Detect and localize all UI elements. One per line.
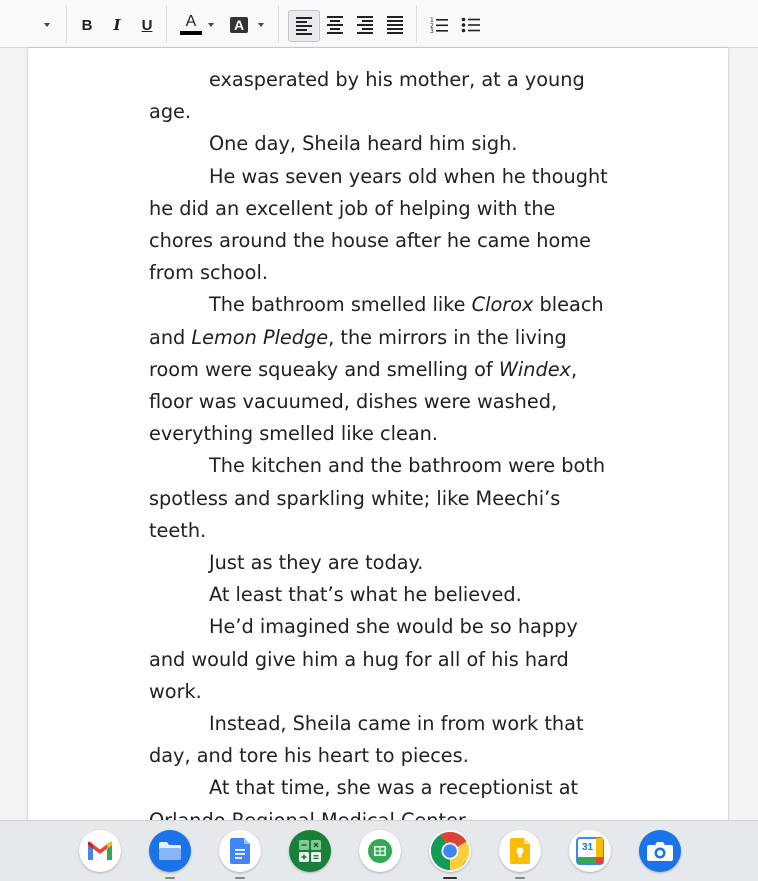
- numbered-list-button[interactable]: [426, 12, 452, 38]
- gmail-app[interactable]: [79, 830, 121, 872]
- numbered-list-icon: [429, 16, 449, 34]
- toolbar-divider: [66, 5, 67, 43]
- document-paragraph[interactable]: [149, 579, 619, 611]
- svg-text:2: 2: [430, 22, 434, 30]
- chevron-down-icon: [208, 23, 214, 27]
- paragraph-text: The kitchen and the bathroom were both spotless and sparkling white; like Meechi’s teeth.: [149, 454, 606, 542]
- font-dropdown-caret[interactable]: [40, 12, 54, 38]
- files-app[interactable]: [149, 830, 191, 872]
- paragraph-text: , the mirrors in the living room were squeaky and smelling of: [149, 325, 567, 381]
- document-paragraph[interactable]: [149, 450, 619, 547]
- running-indicator-active: [443, 877, 457, 879]
- document-page[interactable]: [28, 48, 728, 820]
- document-paragraph[interactable]: [149, 611, 619, 708]
- text-color-button[interactable]: [178, 12, 204, 38]
- formatting-toolbar: [0, 0, 758, 48]
- toolbar-divider: [278, 5, 279, 43]
- toolbar-divider: [416, 5, 417, 43]
- document-paragraph[interactable]: [149, 64, 619, 128]
- underline-button[interactable]: U: [141, 16, 153, 34]
- paragraph-text: Just as they are today.: [209, 551, 424, 575]
- paragraph-text: At least that’s what he believed.: [209, 583, 522, 607]
- svg-text:1: 1: [430, 17, 434, 24]
- paragraph-text: , floor was vacuumed, dishes were washed, everything smelled like clean.: [149, 357, 578, 446]
- camera-icon: [646, 840, 674, 862]
- docs-icon: [230, 838, 250, 864]
- italic-button[interactable]: I: [113, 16, 121, 34]
- chrome-app[interactable]: [429, 830, 471, 872]
- paragraph-text: At that time, she was a receptionist at: [209, 776, 579, 800]
- align-center-icon: [327, 16, 343, 34]
- sheets-app[interactable]: [359, 830, 401, 872]
- highlight-color-button[interactable]: [228, 12, 250, 38]
- paragraph-text: One day, Sheila heard him sigh.: [209, 132, 518, 156]
- sheets-icon: [367, 838, 393, 864]
- running-indicator: [515, 877, 525, 879]
- text-color-icon: A: [185, 13, 197, 30]
- app-shelf: [0, 820, 758, 881]
- align-right-button[interactable]: [352, 12, 378, 38]
- running-indicator: [235, 877, 245, 879]
- highlight-dropdown[interactable]: [256, 12, 266, 38]
- italic-text: Windex: [498, 357, 571, 381]
- italic-text: Lemon Pledge: [191, 325, 329, 349]
- document-paragraph[interactable]: [149, 547, 619, 579]
- bold-button[interactable]: B: [81, 16, 93, 34]
- files-icon: [157, 840, 183, 862]
- paragraph-text: bleach and: [149, 293, 604, 349]
- text-color-dropdown[interactable]: [206, 12, 216, 38]
- chevron-down-icon: [44, 23, 50, 27]
- document-paragraph[interactable]: [149, 708, 619, 772]
- align-justify-button[interactable]: [382, 12, 408, 38]
- bulleted-list-icon: [461, 16, 481, 34]
- chrome-icon: [430, 831, 470, 871]
- text-color-swatch: [180, 31, 202, 35]
- calendar-date-label: 31: [582, 842, 594, 853]
- gmail-icon: [86, 840, 114, 862]
- svg-text:3: 3: [430, 28, 434, 35]
- paragraph-text: The bathroom smelled like: [209, 293, 472, 317]
- document-paragraph[interactable]: [149, 289, 619, 450]
- running-indicator: [165, 877, 175, 879]
- toolbar-divider: [166, 5, 167, 43]
- keep-app[interactable]: [499, 830, 541, 872]
- camera-app[interactable]: [639, 830, 681, 872]
- document-body[interactable]: [149, 64, 619, 837]
- highlight-icon: A: [230, 17, 248, 33]
- keep-icon: [510, 838, 530, 864]
- calculator-icon: [298, 839, 322, 863]
- paragraph-text: exasperated by his mother, at a young age.: [149, 68, 585, 124]
- align-left-button[interactable]: [288, 10, 320, 42]
- calculator-app[interactable]: [289, 830, 331, 872]
- align-justify-icon: [387, 16, 403, 34]
- align-center-button[interactable]: [322, 12, 348, 38]
- document-paragraph[interactable]: [149, 128, 619, 160]
- chevron-down-icon: [258, 23, 264, 27]
- paragraph-text: Instead, Sheila came in from work that day, and tore his heart to pieces.: [149, 712, 584, 768]
- paragraph-text: He was seven years old when he thought he did an excellent job of helping with the chores around the house after he came home from school.: [149, 164, 608, 285]
- italic-text: Clorox: [471, 293, 534, 317]
- align-right-icon: [357, 16, 373, 34]
- document-paragraph[interactable]: [149, 161, 619, 290]
- calendar-app[interactable]: [569, 830, 611, 872]
- align-left-icon: [296, 17, 312, 35]
- docs-app[interactable]: [219, 830, 261, 872]
- paragraph-text: He’d imagined she would be so happy and would give him a hug for all of his hard work.: [149, 615, 578, 703]
- bulleted-list-button[interactable]: [458, 12, 484, 38]
